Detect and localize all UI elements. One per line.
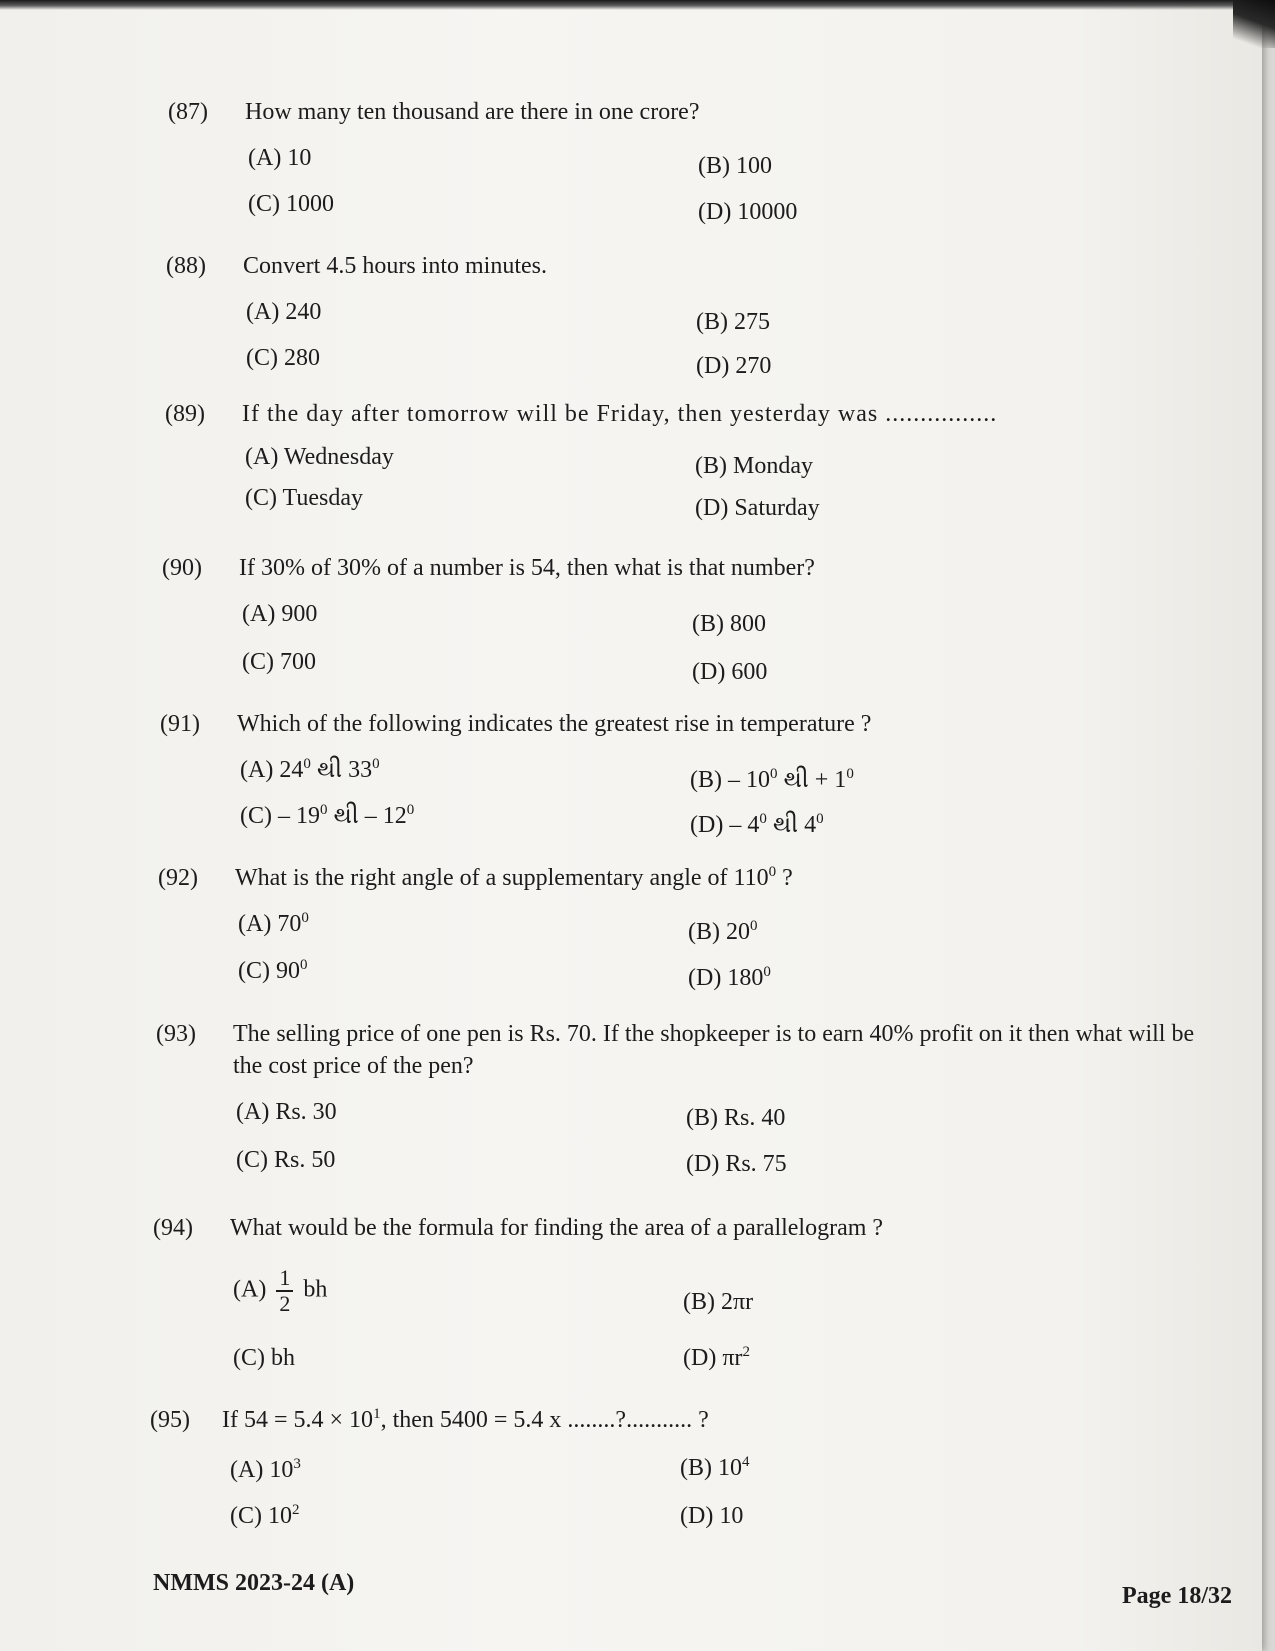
- option-d: (D) 10000: [698, 199, 798, 225]
- option-d-text: (D) 180: [688, 965, 764, 991]
- option-b: (B) Rs. 40: [686, 1105, 786, 1131]
- option-b-text-2: થી + 1: [777, 767, 847, 793]
- option-c: (C) bh: [233, 1345, 295, 1371]
- question-text: Which of the following indicates the greatest rise in temperature ?: [237, 711, 872, 737]
- exponent-sup: 2: [292, 1502, 300, 1518]
- page-number: Page 18/32: [1122, 1583, 1232, 1609]
- option-c: (C) 700: [242, 649, 316, 675]
- option-c-text: (C) 10: [230, 1503, 292, 1529]
- degree-sup: 0: [320, 802, 328, 818]
- question-text-end: ?: [776, 865, 793, 891]
- question-number: (93): [156, 1021, 196, 1047]
- option-b: [688, 916, 758, 948]
- exponent-sup: 4: [742, 1454, 750, 1470]
- option-a-text: bh: [303, 1276, 328, 1303]
- degree-sup: 0: [846, 766, 854, 782]
- question-text: [222, 1404, 1222, 1436]
- option-a-text: (A) 24: [240, 757, 304, 783]
- option-a-text: (A) 10: [230, 1457, 294, 1483]
- question-text: [235, 862, 1235, 894]
- question-number: (91): [160, 711, 200, 737]
- fraction-numerator: 1: [276, 1266, 293, 1292]
- question-number: (89): [165, 401, 205, 427]
- option-c: (C) 1000: [248, 191, 334, 217]
- option-d: [683, 1342, 750, 1374]
- degree-sup: 0: [763, 964, 771, 980]
- option-c: (C) Rs. 50: [236, 1147, 336, 1173]
- question-text-line-1: The selling price of one pen is Rs. 70. If the shopkeeper is to earn 40% profit on it then what will be: [233, 1021, 1195, 1047]
- question-text: If 30% of 30% of a number is 54, then what is that number?: [239, 555, 815, 581]
- option-d: (D) 270: [696, 353, 772, 379]
- option-b: [690, 764, 854, 796]
- option-d-text: (D) – 4: [690, 812, 760, 838]
- question-text-line-2: the cost price of the pen?: [233, 1053, 474, 1079]
- fraction-denominator: 2: [279, 1291, 291, 1316]
- option-c: [238, 955, 308, 987]
- option-a-text-2: થી 33: [310, 757, 373, 783]
- option-b: (B) Monday: [695, 453, 813, 479]
- option-b: [680, 1452, 750, 1484]
- option-d: (D) Saturday: [695, 495, 820, 521]
- question-text-end: , then 5400 = 5.4 x ........?........... ?: [380, 1407, 709, 1433]
- question-text: If the day after tomorrow will be Friday, then yesterday was ................: [242, 401, 998, 427]
- degree-sup: 0: [816, 811, 824, 827]
- option-a: [233, 1266, 327, 1316]
- option-b: (B) 800: [692, 611, 766, 637]
- question-text: Convert 4.5 hours into minutes.: [243, 253, 547, 279]
- option-c: [240, 800, 414, 832]
- option-b-text: (B) – 10: [690, 767, 770, 793]
- option-b-text: (B) 10: [680, 1455, 742, 1481]
- option-b: (B) 2πr: [683, 1289, 754, 1315]
- option-a: (A) 10: [248, 145, 312, 171]
- option-c-text-2: થી – 12: [327, 803, 407, 829]
- option-a: [240, 754, 380, 786]
- scan-corner-shadow: [1233, 0, 1275, 48]
- degree-sup: 0: [301, 910, 309, 926]
- option-c-text: (C) 90: [238, 958, 300, 984]
- option-c-text: (C) – 19: [240, 803, 320, 829]
- question-text: What would be the formula for finding the area of a parallelogram ?: [230, 1215, 884, 1241]
- option-a: (A) Rs. 30: [236, 1099, 337, 1125]
- option-a: (A) Wednesday: [245, 444, 394, 470]
- exam-code: NMMS 2023-24 (A): [153, 1570, 355, 1596]
- option-d: (D) 600: [692, 659, 768, 685]
- degree-sup: 0: [372, 756, 380, 772]
- question-text-main: If 54 = 5.4 × 10: [222, 1407, 374, 1433]
- exponent-sup: 3: [293, 1456, 301, 1472]
- degree-sup: 0: [768, 864, 777, 880]
- option-a: (A) 900: [242, 601, 318, 627]
- degree-sup: 0: [750, 918, 758, 934]
- degree-sup: 0: [406, 802, 415, 818]
- degree-sup: 0: [300, 957, 308, 973]
- option-d-text: (D) πr: [683, 1345, 743, 1371]
- option-a: (A) 240: [246, 299, 322, 325]
- question-number: (94): [153, 1215, 193, 1241]
- scan-top-edge: [0, 0, 1275, 10]
- exponent-sup: 2: [742, 1344, 750, 1360]
- question-number: (90): [162, 555, 202, 581]
- option-c: (C) 280: [246, 345, 320, 371]
- fraction: [276, 1266, 293, 1316]
- option-d-text-2: થી 4: [766, 812, 817, 838]
- option-a-label: (A): [233, 1276, 267, 1303]
- option-a-text: (A) 70: [238, 911, 302, 937]
- question-text: How many ten thousand are there in one crore?: [245, 99, 700, 125]
- option-d: (D) 10: [680, 1503, 744, 1529]
- degree-sup: 0: [770, 766, 778, 782]
- option-a: [238, 908, 309, 940]
- option-d: (D) Rs. 75: [686, 1151, 787, 1177]
- option-c: (C) Tuesday: [245, 485, 364, 511]
- question-number: (88): [166, 253, 206, 279]
- question-text-main: What is the right angle of a supplementary angle of 110: [235, 865, 769, 891]
- degree-sup: 0: [303, 756, 311, 772]
- option-c: [230, 1500, 300, 1532]
- question-number: (92): [158, 865, 198, 891]
- question-number: (87): [168, 99, 208, 125]
- degree-sup: 0: [759, 811, 767, 827]
- option-a: [230, 1454, 301, 1486]
- option-b: (B) 100: [698, 153, 772, 179]
- option-b-text: (B) 20: [688, 919, 750, 945]
- option-d: [688, 962, 771, 994]
- exponent-sup: 1: [373, 1406, 381, 1422]
- question-number: (95): [150, 1407, 190, 1433]
- question-text: [233, 1018, 1263, 1082]
- option-d: [690, 809, 824, 841]
- option-b: (B) 275: [696, 309, 770, 335]
